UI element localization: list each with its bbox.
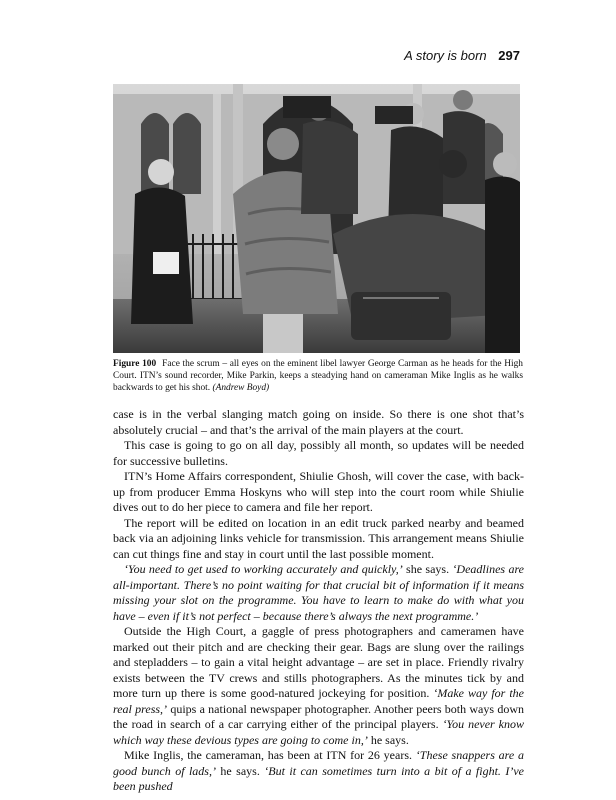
tv-camera <box>283 96 331 118</box>
equipment-bag <box>351 292 451 340</box>
photo-credit: (Andrew Boyd) <box>212 383 270 393</box>
caption-text: Face the scrum – all eyes on the eminent libel lawyer George Carman as he heads for the High Court. ITN’s sound recorder, Mike Parkin, keeps a steadying hand on cameraman Mike Inglis as he walks backwards to get his shot. <box>113 359 523 393</box>
body-paragraph <box>113 624 524 748</box>
paragraph-text: case is in the verbal slanging match going on inside. So there is one shot that’s absolutely crucial – and that’s the arrival of the main players at the court. <box>113 407 524 437</box>
paragraph-text: This case is going to go on all day, possibly all month, so updates will be needed for successive bulletins. <box>113 438 524 468</box>
lawyer-papers <box>153 252 179 274</box>
body-paragraph <box>113 748 524 795</box>
paragraph-text: Outside the High Court, a gaggle of press photographers and cameramen have marked out their pitch and are checking their gear. Bags are slung over the railings and stepladders – to gain a vital height advantage – are set in place. Friendly rivalry exists between the TV crews and stills photographers. As the minutes tick by and more turn up there is some good-natured jockeying for position. <box>113 624 524 700</box>
figure-caption <box>113 358 523 394</box>
body-paragraph <box>113 469 524 516</box>
lawyer-head <box>148 159 174 185</box>
figure-label: Figure 100 <box>113 359 157 369</box>
body-paragraph <box>113 516 524 563</box>
quote-text: ‘But it can sometimes turn into a bit of a fight. I’ve been pushed <box>113 763 524 793</box>
body-text <box>113 407 524 795</box>
quote-text: ‘Deadlines are all-important. There’s no point waiting for that crucial bit of information if it means missing your slot on the programme. You have to learn to make do with what you have – even if it’s not perfect – because there’s always the next programme.’ <box>113 562 524 623</box>
body-paragraph <box>113 407 524 438</box>
page-number: 297 <box>498 48 520 63</box>
body-paragraph <box>113 438 524 469</box>
paragraph-text: quips a national newspaper photographer. Another peers both ways down the road in search of a car carrying either of the principal players. <box>113 701 524 731</box>
paragraph-text: The report will be edited on location in an edit truck parked nearby and beamed back via an adjoining links vehicle for transmission. This arrangement means Shiulie can cut things fine and stay in court until the last possible moment. <box>113 515 524 561</box>
quote-text: ‘These snappers are a good bunch of lads,’ <box>113 748 524 778</box>
running-head <box>404 48 520 63</box>
paragraph-text: Mike Inglis, the cameraman, has been at ITN for 26 years. <box>124 748 416 762</box>
paragraph-text: he says. <box>215 763 265 778</box>
paragraph-text: ITN’s Home Affairs correspondent, Shiulie Ghosh, will cover the case, with back-up from producer Emma Hoskyns who will step into the court room while Shiulie dives out to do her piece to camera and file her report. <box>113 469 524 514</box>
quote-text: ‘You need to get used to working accurately and quickly,’ <box>124 562 403 576</box>
running-head-title: A story is born <box>404 48 487 63</box>
quote-text: ‘You never know which way these devious types are going to come in,’ <box>113 717 525 747</box>
body-paragraph <box>113 562 524 624</box>
figure-photo <box>113 84 520 353</box>
paragraph-text: she says. <box>402 562 453 576</box>
quote-text: ‘Make way for the real press,’ <box>113 686 525 716</box>
paragraph-text: he says. <box>367 732 409 747</box>
